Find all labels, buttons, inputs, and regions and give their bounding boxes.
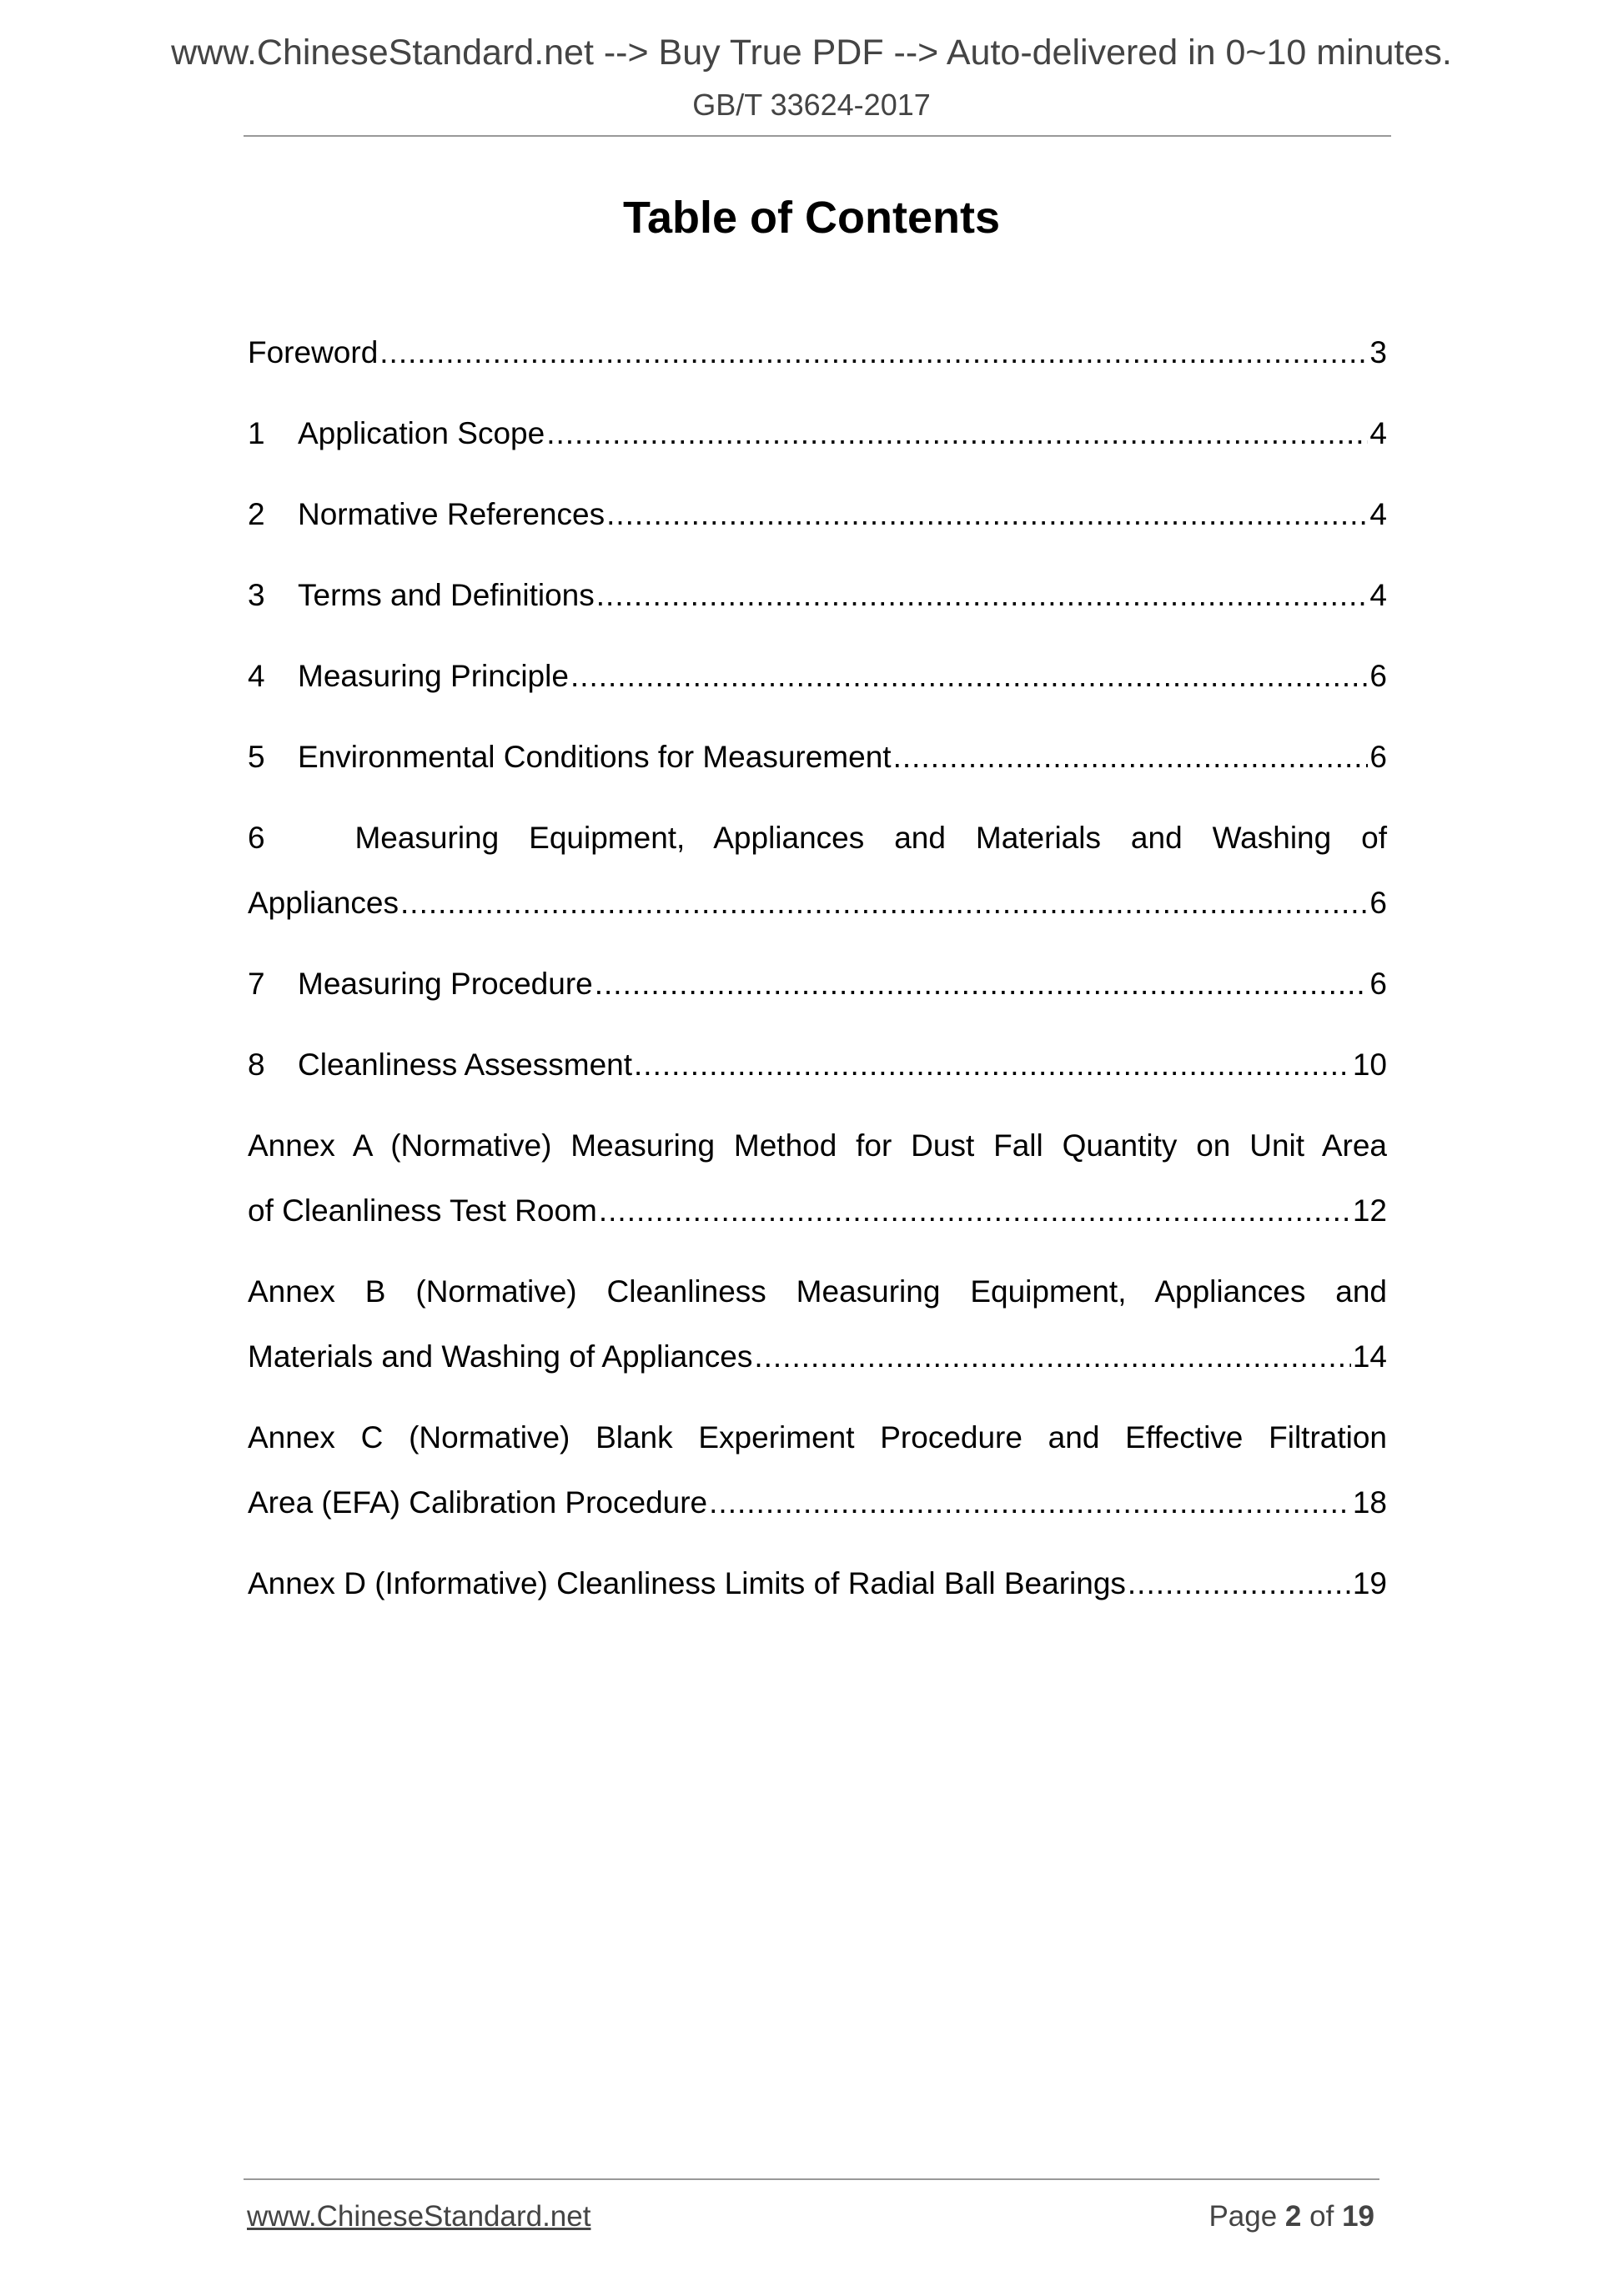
toc-entry-line: [248, 816, 1387, 881]
dot-leader: [570, 654, 1368, 699]
toc-entry-page: 19: [1352, 1566, 1387, 1600]
toc-entry-line: [248, 1123, 1387, 1188]
dot-leader: [596, 573, 1369, 618]
toc-entry-number: 1: [248, 416, 265, 450]
toc-entry-title: Appliances: [248, 886, 399, 920]
toc-entry[interactable]: [248, 816, 1387, 946]
toc-entry-title: Annex D (Informative) Cleanliness Limits of Radial Ball Bearings: [248, 1566, 1126, 1600]
toc-entry[interactable]: [248, 654, 1387, 719]
toc-entry-page: 12: [1352, 1193, 1387, 1228]
toc-entry-number: 7: [248, 967, 265, 1001]
dot-leader: [893, 735, 1369, 780]
toc-entry-line: [248, 1188, 1387, 1254]
toc-entry-page: 6: [1369, 886, 1387, 920]
toc-entry-line: [248, 654, 1387, 719]
dot-leader: [1128, 1561, 1351, 1606]
toc-entry-title: Annex B (Normative) Cleanliness Measuring Equipment, Appliances and: [248, 1274, 1387, 1309]
footer-website-link[interactable]: www.ChineseStandard.net: [247, 2200, 591, 2233]
toc-entry-number: 6: [248, 821, 265, 855]
toc-entry-page: 4: [1369, 578, 1387, 612]
toc-entry-page: 3: [1369, 335, 1387, 369]
toc-entry-page: 4: [1369, 497, 1387, 531]
toc-entry-title: Terms and Definitions: [298, 578, 595, 612]
toc-entry-page: 18: [1352, 1485, 1387, 1520]
toc-entry-title: Environmental Conditions for Measurement: [298, 740, 892, 774]
header-banner[interactable]: www.ChineseStandard.net --> Buy True PDF --> Auto-delivered in 0~10 minutes.: [171, 33, 1452, 73]
dot-leader: [595, 962, 1369, 1007]
toc-entry-page: 6: [1369, 659, 1387, 693]
toc-entry-page: 4: [1369, 416, 1387, 450]
toc-entry-page: 14: [1352, 1339, 1387, 1374]
header-rule: [244, 135, 1391, 137]
toc-entry-line: [248, 330, 1387, 395]
toc-entry-number: 2: [248, 497, 265, 531]
toc-entry-line: [248, 881, 1387, 946]
toc-entry[interactable]: [248, 411, 1387, 476]
toc-entry[interactable]: [248, 1415, 1387, 1545]
toc-entry-title: Annex A (Normative) Measuring Method for Dust Fall Quantity on Unit Area: [248, 1128, 1387, 1163]
toc-entry[interactable]: [248, 735, 1387, 800]
toc-entry-line: [248, 411, 1387, 476]
toc-entry-number: 4: [248, 659, 265, 693]
toc-entry-line: [248, 1269, 1387, 1334]
toc-entry-line: [248, 735, 1387, 800]
toc-entry-line: [248, 1415, 1387, 1480]
dot-leader: [400, 881, 1368, 926]
dot-leader: [754, 1334, 1350, 1379]
dot-leader: [634, 1042, 1351, 1088]
toc-entry-title: Annex C (Normative) Blank Experiment Procedure and Effective Filtration: [248, 1420, 1387, 1454]
dot-leader: [379, 330, 1368, 375]
toc-entry-page: 6: [1369, 967, 1387, 1001]
toc-entry-title: Materials and Washing of Appliances: [248, 1339, 753, 1374]
toc-entry-title: Normative References: [298, 497, 605, 531]
toc-entry-number: 5: [248, 740, 265, 774]
dot-leader: [606, 492, 1368, 537]
toc-entry-number: 8: [248, 1048, 265, 1082]
toc-entry-number: 3: [248, 578, 265, 612]
toc-entry[interactable]: [248, 492, 1387, 557]
toc-entry-line: [248, 1480, 1387, 1545]
toc-entry-title: Foreword: [248, 335, 379, 369]
toc-entry-line: [248, 492, 1387, 557]
toc-entry-title: Area (EFA) Calibration Procedure: [248, 1485, 708, 1520]
dot-leader: [599, 1188, 1351, 1233]
page-total: 19: [1342, 2200, 1374, 2233]
toc-entry[interactable]: [248, 573, 1387, 638]
toc-entry-line: [248, 1042, 1387, 1108]
page-title: Table of Contents: [623, 193, 1000, 243]
toc-entry[interactable]: [248, 1561, 1387, 1626]
dot-leader: [546, 411, 1368, 456]
toc-entry[interactable]: [248, 962, 1387, 1027]
toc-entry[interactable]: [248, 1042, 1387, 1108]
toc-entry-page: 6: [1369, 740, 1387, 774]
page-label: Page: [1208, 2200, 1278, 2233]
page-of: of: [1309, 2200, 1334, 2233]
dot-leader: [709, 1480, 1351, 1525]
toc-entry-title: Cleanliness Assessment: [298, 1048, 633, 1082]
toc-entry-page: 10: [1352, 1048, 1387, 1082]
page-indicator: [1208, 2200, 1374, 2233]
toc-entry-line: [248, 962, 1387, 1027]
toc-entry[interactable]: [248, 330, 1387, 395]
toc-entry-title: Measuring Equipment, Appliances and Materials and Washing of: [354, 821, 1388, 855]
toc-entry[interactable]: [248, 1269, 1387, 1399]
toc-entry[interactable]: [248, 1123, 1387, 1254]
toc-entry-title: of Cleanliness Test Room: [248, 1193, 597, 1228]
toc-entry-line: [248, 1561, 1387, 1626]
standard-number: GB/T 33624-2017: [692, 88, 931, 122]
toc-entry-line: [248, 1334, 1387, 1399]
toc-entry-title: Application Scope: [298, 416, 545, 450]
page-current: 2: [1284, 2200, 1302, 2233]
table-of-contents: [248, 330, 1387, 1642]
toc-entry-title: Measuring Procedure: [298, 967, 593, 1001]
toc-entry-line: [248, 573, 1387, 638]
toc-entry-title: Measuring Principle: [298, 659, 569, 693]
footer-rule: [244, 2178, 1379, 2180]
